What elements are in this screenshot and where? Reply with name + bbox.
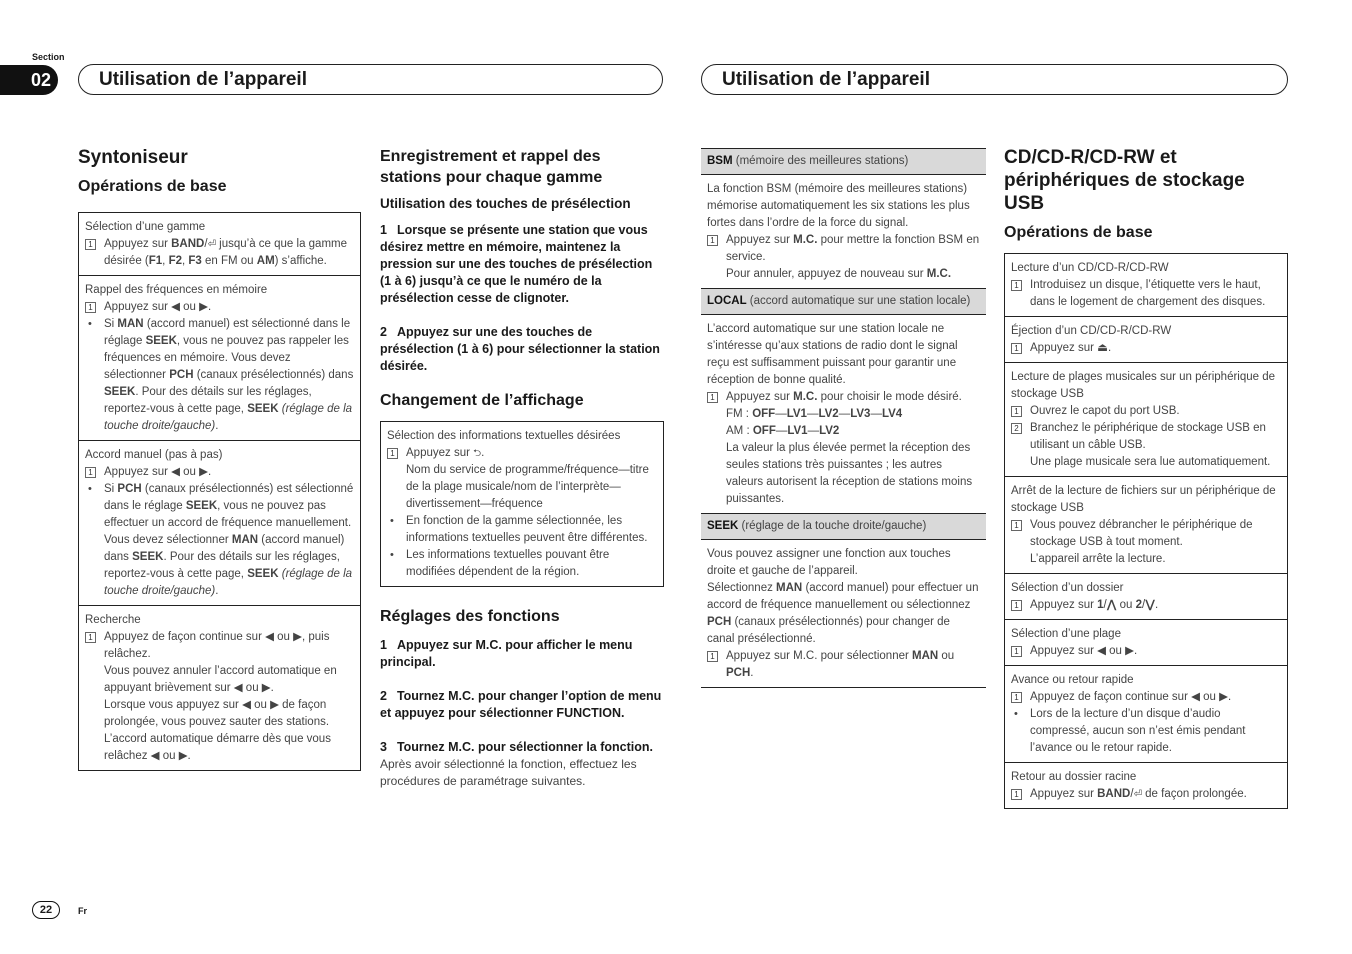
step-number: 1 [707, 651, 718, 662]
instruction-block [79, 605, 360, 770]
bullet-note [85, 316, 354, 435]
numbered-step [1011, 420, 1281, 471]
step-text: Appuyez sur ◀ ou ▶. [104, 466, 212, 478]
bsm-body: La fonction BSM (mémoire des meilleures stations) mémorise automatiquement les six stations les plus fortes dans l’ordre de la force du signal. 1 Appuyez sur M.C. pour mettre la fonction BSM en service. Pour annuler, appuyez de nouveau sur M.C. [701, 175, 986, 288]
step-text: Ouvrez le capot du port USB. [1030, 405, 1180, 417]
step-text: Appuyez sur M.C. pour mettre la fonction BSM en service. Pour annuler, appuyez de nouveau sur M.C. [726, 234, 980, 280]
numbered-step [1011, 340, 1281, 357]
step-number: 1 [1011, 646, 1022, 657]
bullet-note [85, 481, 354, 600]
instruction-block [1005, 254, 1287, 316]
bullet-note [387, 513, 657, 547]
step-text: Appuyez de façon continue sur ◀ ou ▶, puis relâchez. Vous pouvez annuler l’accord automatique en appuyant brièvement sur ◀ ou ▶. Lorsque vous appuyez sur ◀ ou ▶ de façon prolongée, vous pouvez sauter des stations. L’accord automatique démarre dès que vous relâchez ◀ ou ▶. [104, 631, 337, 762]
step-text: Si MAN (accord manuel) est sélectionné dans le réglage SEEK, vous ne pouvez pas rappeler les fréquences en mémoire. Vous devez sélectionner PCH (canaux présélectionnés) dans SEEK. Pour des détails sur les réglages, reportez-vous à cette page, SEEK (réglage de la touche droite/gauche). [104, 318, 354, 432]
block-title: Sélection d’un dossier [1011, 582, 1124, 594]
block-title: Rappel des fréquences en mémoire [85, 284, 268, 296]
numbered-step [85, 464, 354, 481]
numbered-step [1011, 597, 1281, 614]
step-text: Appuyez sur BAND/⏎ de façon prolongée. [1030, 788, 1247, 800]
numbered-step [85, 299, 354, 316]
block-title: Sélection des informations textuelles désirées [387, 430, 621, 442]
numbered-step [85, 629, 354, 765]
column-cd-usb [1004, 146, 1288, 809]
step-text: Branchez le périphérique de stockage USB en utilisant un câble USB. Une plage musicale sera lue automatiquement. [1030, 422, 1271, 468]
local-heading: LOCAL (accord automatique sur une station locale) [701, 288, 986, 315]
step-number: 1 [1011, 692, 1022, 703]
page-number: 22 [32, 901, 60, 919]
bullet-icon: • [1014, 708, 1018, 720]
instruction-block [1005, 362, 1287, 476]
instruction-block [1005, 665, 1287, 762]
numbered-step [85, 236, 354, 270]
block-title: Éjection d’un CD/CD-R/CD-RW [1011, 325, 1172, 337]
instruction-block [1005, 619, 1287, 665]
step-text: Appuyez sur M.C. pour choisir le mode désiré. FM : OFF—LV1—LV2—LV3—LV4 AM : OFF—LV1—LV2 La valeur la plus élevée permet la réception des seules stations très puissantes ; les autres valeurs autorisent la réception de stations moins puissantes. [726, 391, 973, 505]
section-label: Section [32, 52, 65, 62]
column-tuner-functions [701, 148, 986, 688]
step-number: 1 [85, 632, 96, 643]
chapter-title-right: Utilisation de l’appareil [701, 64, 1288, 95]
step-text: Appuyez sur ◀ ou ▶. [104, 301, 212, 313]
numbered-step [1011, 643, 1281, 660]
local-body: L’accord automatique sur une station locale ne s’intéresse qu’aux stations de radio dont le signal reçu est suffisamment puissant pour garantir une réception de bonne qualité. 1 Appuyez sur M.C. pour choisir le mode désiré. FM : OFF—LV1—LV2—LV3—LV4 AM : OFF—LV1—LV2 La valeur la plus élevée permet la réception des seules stations très puissantes ; les autres valeurs autorisent la réception de stations moins puissantes. [701, 315, 986, 513]
numbered-step [1011, 277, 1281, 311]
block-title: Recherche [85, 614, 141, 626]
numbered-step [1011, 689, 1281, 706]
bullet-icon: • [390, 549, 394, 561]
column-presets [380, 146, 664, 790]
step-number: 1 [707, 392, 718, 403]
heading-enregistrement: Enregistrement et rappel des stations pour chaque gamme [380, 148, 603, 186]
step-number: 1 [1011, 600, 1022, 611]
block-title: Arrêt de la lecture de fichiers sur un périphérique de stockage USB [1011, 485, 1276, 514]
preset-step-2: 2 Appuyez sur une des touches de présélection (1 à 6) pour sélectionner la station désirée. [380, 325, 660, 373]
step-text: Appuyez sur ⮌. Nom du service de programme/fréquence—titre de la plage musicale/nom de l’interprète—divertissement—fréquence [406, 447, 649, 510]
instruction-block [79, 275, 360, 440]
step-text: Appuyez sur ⏏. [1030, 342, 1112, 354]
function-step-3: 3 Tournez M.C. pour sélectionner la fonction. [380, 740, 653, 754]
step-number: 1 [1011, 280, 1022, 291]
step-number: 2 [1011, 423, 1022, 434]
bullet-icon: • [88, 318, 92, 330]
step-text: En fonction de la gamme sélectionnée, les informations textuelles peuvent être différentes. [406, 515, 648, 544]
block-title: Avance ou retour rapide [1011, 674, 1134, 686]
cd-usb-operations-box [1004, 253, 1288, 809]
step-text: Vous pouvez débrancher le périphérique de stockage USB à tout moment. L’appareil arrête la lecture. [1030, 519, 1253, 565]
numbered-step [707, 232, 980, 283]
step-number: 1 [1011, 520, 1022, 531]
column-syntoniseur [78, 146, 361, 771]
step-number: 1 [387, 448, 398, 459]
numbered-step [387, 445, 657, 513]
instruction-block [1005, 316, 1287, 362]
preset-step-1: 1 Lorsque se présente une station que vous désirez mettre en mémoire, maintenez la pression sur une des touches de présélection (1 à 6) jusqu’à ce que le numéro de la présélection cesse de clignoter. [380, 223, 653, 305]
numbered-step [1011, 517, 1281, 568]
instruction-block [1005, 476, 1287, 573]
block-title: Sélection d’une plage [1011, 628, 1121, 640]
language-label: Fr [78, 906, 87, 916]
bullet-icon: • [88, 483, 92, 495]
instruction-block [1005, 762, 1287, 808]
instruction-block [79, 213, 360, 275]
heading-changement-affichage: Changement de l’affichage [380, 392, 584, 409]
heading-operations-de-base: Opérations de base [78, 178, 227, 195]
block-title: Retour au dossier racine [1011, 771, 1137, 783]
block-title: Sélection d’une gamme [85, 221, 206, 233]
step-number: 1 [1011, 406, 1022, 417]
numbered-step [1011, 786, 1281, 803]
step-number: 1 [85, 302, 96, 313]
step-text: Appuyez sur M.C. pour sélectionner MAN ou PCH. [726, 650, 955, 679]
step-number: 1 [85, 467, 96, 478]
numbered-step [1011, 403, 1281, 420]
block-title: Lecture de plages musicales sur un périphérique de stockage USB [1011, 371, 1276, 400]
heading-reglages-fonctions: Réglages des fonctions [380, 608, 560, 625]
step-text: Introduisez un disque, l’étiquette vers le haut, dans le logement de chargement des disques. [1030, 279, 1266, 308]
instruction-block [79, 440, 360, 605]
block-title: Lecture d’un CD/CD-R/CD-RW [1011, 262, 1169, 274]
step-text: Lors de la lecture d’un disque d’audio compressé, aucun son n’est émis pendant l’avance ou le retour rapide. [1030, 708, 1246, 754]
numbered-step [707, 389, 980, 508]
function-step-2: 2 Tournez M.C. pour changer l’option de menu et appuyez pour sélectionner FUNCTION. [380, 689, 662, 720]
step-number: 1 [85, 239, 96, 250]
step-text: Appuyez sur ◀ ou ▶. [1030, 645, 1138, 657]
step-text: Appuyez de façon continue sur ◀ ou ▶. [1030, 691, 1232, 703]
chapter-title-left: Utilisation de l’appareil [78, 64, 663, 95]
heading-touches-preselection: Utilisation des touches de présélection [380, 196, 631, 211]
heading-syntoniseur: Syntoniseur [78, 147, 188, 168]
function-step-3-note: Après avoir sélectionné la fonction, effectuez les procédures de paramétrage suivantes. [380, 757, 637, 788]
bullet-icon: • [390, 515, 394, 527]
step-number: 1 [1011, 789, 1022, 800]
instruction-block [1005, 573, 1287, 619]
heading-cd-usb: CD/CD-R/CD-RW et périphériques de stockage USB [1004, 147, 1245, 214]
bullet-note [387, 547, 657, 581]
step-text: Si PCH (canaux présélectionnés) est sélectionné dans le réglage SEEK, vous ne pouvez pas effectuer un accord de fréquence manuellement. Vous devez sélectionner MAN (accord manuel) dans SEEK. Pour des détails sur les réglages, reportez-vous à cette page, SEEK (réglage de la touche droite/gauche). [104, 483, 354, 597]
function-step-1: 1 Appuyez sur M.C. pour afficher le menu principal. [380, 638, 633, 669]
block-title: Accord manuel (pas à pas) [85, 449, 223, 461]
display-change-box [380, 421, 664, 587]
step-text: Appuyez sur BAND/⏎ jusqu’à ce que la gamme désirée (F1, F2, F3 en FM ou AM) s’affiche. [104, 238, 348, 267]
seek-heading: SEEK (réglage de la touche droite/gauche) [701, 513, 986, 540]
bullet-note [1011, 706, 1281, 757]
display-change-block [381, 422, 663, 586]
step-text: Appuyez sur 1/⋀ ou 2/⋁. [1030, 599, 1159, 611]
step-text: Les informations textuelles pouvant être modifiées dépendent de la région. [406, 549, 610, 578]
section-number-badge: 02 [0, 65, 58, 95]
numbered-step [707, 648, 980, 682]
bsm-heading: BSM (mémoire des meilleures stations) [701, 148, 986, 175]
seek-body: Vous pouvez assigner une fonction aux touches droite et gauche de l’appareil. Sélectionnez MAN (accord manuel) pour effectuer un accord de fréquence manuellement ou sélectionnez PCH (canaux présélectionnés) pour changer de canal présélectionné. 1 Appuyez sur M.C. pour sélectionner MAN ou PCH. [701, 540, 986, 688]
step-number: 1 [707, 235, 718, 246]
step-number: 1 [1011, 343, 1022, 354]
heading-operations-de-base-cd: Opérations de base [1004, 224, 1153, 241]
tuner-operations-box [78, 212, 361, 771]
